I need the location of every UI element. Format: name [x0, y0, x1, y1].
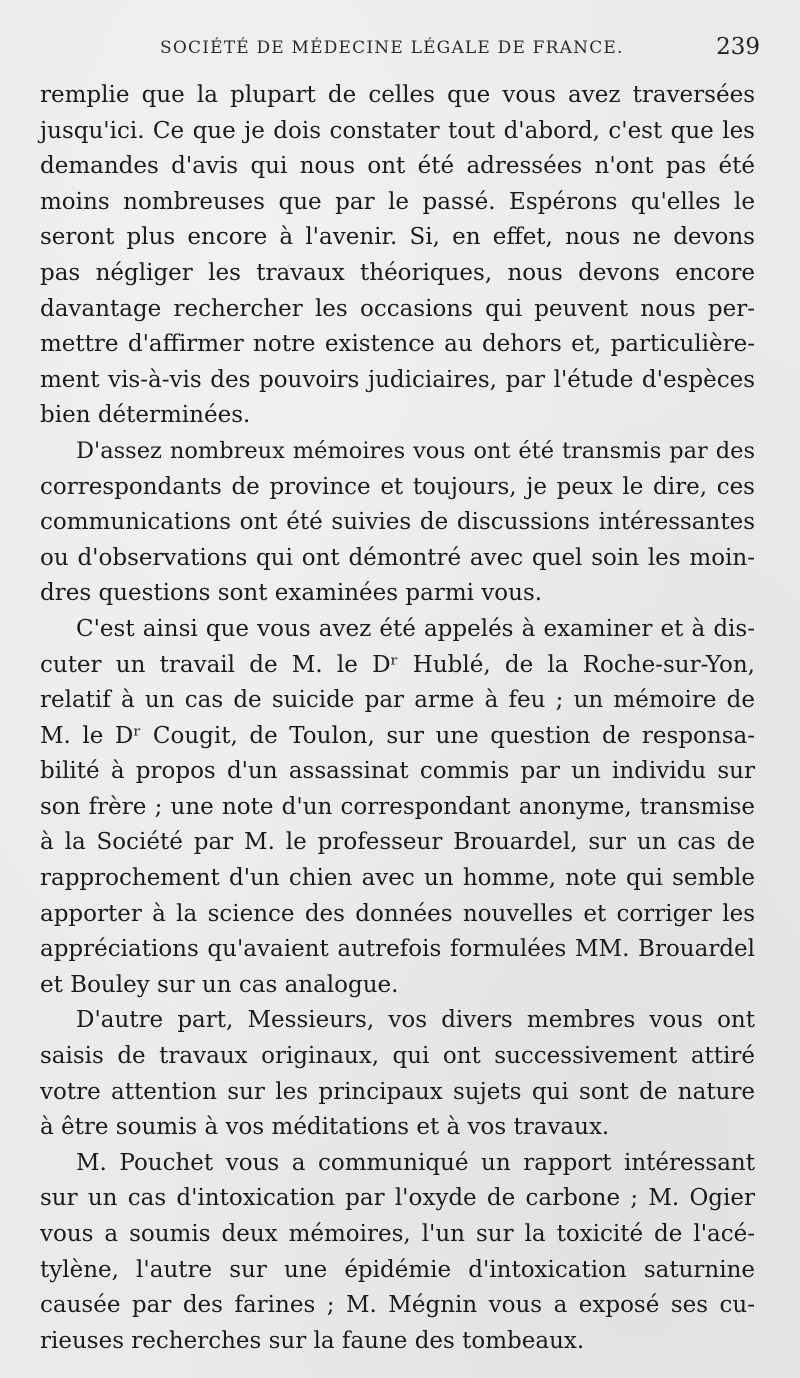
text-line: dres questions sont examinées parmi vous. [40, 580, 543, 607]
text-line: son frère ; une note d'un correspondant anonyme, transmise [40, 793, 755, 820]
running-head: SOCIÉTÉ DE MÉDECINE LÉGALE DE FRANCE. [160, 38, 624, 58]
text-line: sur un cas d'intoxication par l'oxyde de carbone ; M. Ogier [40, 1185, 755, 1212]
text-line: rieuses recherches sur la faune des tombeaux. [40, 1327, 585, 1354]
page-number: 239 [716, 34, 760, 60]
text-line: demandes d'avis qui nous ont été adressées n'ont pas été [40, 153, 755, 180]
text-line: remplie que la plupart de celles que vous avez traversées [40, 82, 755, 108]
text-line: et Bouley sur un cas analogue. [40, 971, 399, 998]
text-line: seront plus encore à l'avenir. Si, en effet, nous ne devons [40, 224, 755, 251]
text-line: correspondants de province et toujours, je peux le dire, ces [40, 473, 755, 500]
text-line: moins nombreuses que par le passé. Espérons qu'elles le [40, 188, 755, 215]
text-line: apporter à la science des données nouvelles et corriger les [40, 900, 755, 927]
text-line: votre attention sur les principaux sujets qui sont de nature [40, 1078, 755, 1105]
text-line: causée par des farines ; M. Mégnin vous a exposé ses cu- [40, 1292, 755, 1319]
text-line: vous a soumis deux mémoires, l'un sur la toxicité de l'acé- [40, 1221, 755, 1247]
text-line: ou d'observations qui ont démontré avec quel soin les moin- [40, 544, 755, 571]
text-line: cuter un travail de M. le Dʳ Hublé, de la Roche-sur-Yon, [40, 651, 755, 678]
body-text [40, 78, 755, 1359]
text-line: davantage rechercher les occasions qui peuvent nous per- [40, 295, 755, 322]
text-line: tylène, l'autre sur une épidémie d'intoxication saturnine [40, 1256, 755, 1283]
text-line: M. le Dʳ Cougit, de Toulon, sur une question de responsa- [40, 722, 755, 749]
text-line: saisis de travaux originaux, qui ont successivement attiré [40, 1043, 755, 1070]
text-line: pas négliger les travaux théoriques, nous devons encore [40, 259, 755, 286]
text-line: appréciations qu'avaient autrefois formulées MM. Brouardel [40, 936, 755, 963]
text-line: bien déterminées. [40, 402, 251, 429]
text-line: mettre d'affirmer notre existence au dehors et, particulière- [40, 331, 755, 358]
text-line: bilité à propos d'un assassinat commis par un individu sur [40, 758, 755, 785]
text-line: D'assez nombreux mémoires vous ont été transmis par des [76, 437, 755, 464]
text-line: C'est ainsi que vous avez été appelés à examiner et à dis- [76, 615, 755, 642]
text-line: ment vis-à-vis des pouvoirs judiciaires, par l'étude d'espèces [40, 366, 755, 393]
text-line: rapprochement d'un chien avec un homme, note qui semble [40, 865, 755, 892]
text-line: à la Société par M. le professeur Brouardel, sur un cas de [40, 829, 755, 856]
text-line: jusqu'ici. Ce que je dois constater tout d'abord, c'est que les [40, 117, 755, 144]
text-line: communications ont été suivies de discussions intéressantes [40, 509, 755, 536]
text-line: M. Pouchet vous a communiqué un rapport intéressant [76, 1149, 755, 1176]
text-line: D'autre part, Messieurs, vos divers membres vous ont [76, 1007, 755, 1034]
page-header [160, 34, 760, 66]
text-line: relatif à un cas de suicide par arme à feu ; un mémoire de [40, 687, 755, 714]
text-line: à être soumis à vos méditations et à vos travaux. [40, 1114, 610, 1141]
